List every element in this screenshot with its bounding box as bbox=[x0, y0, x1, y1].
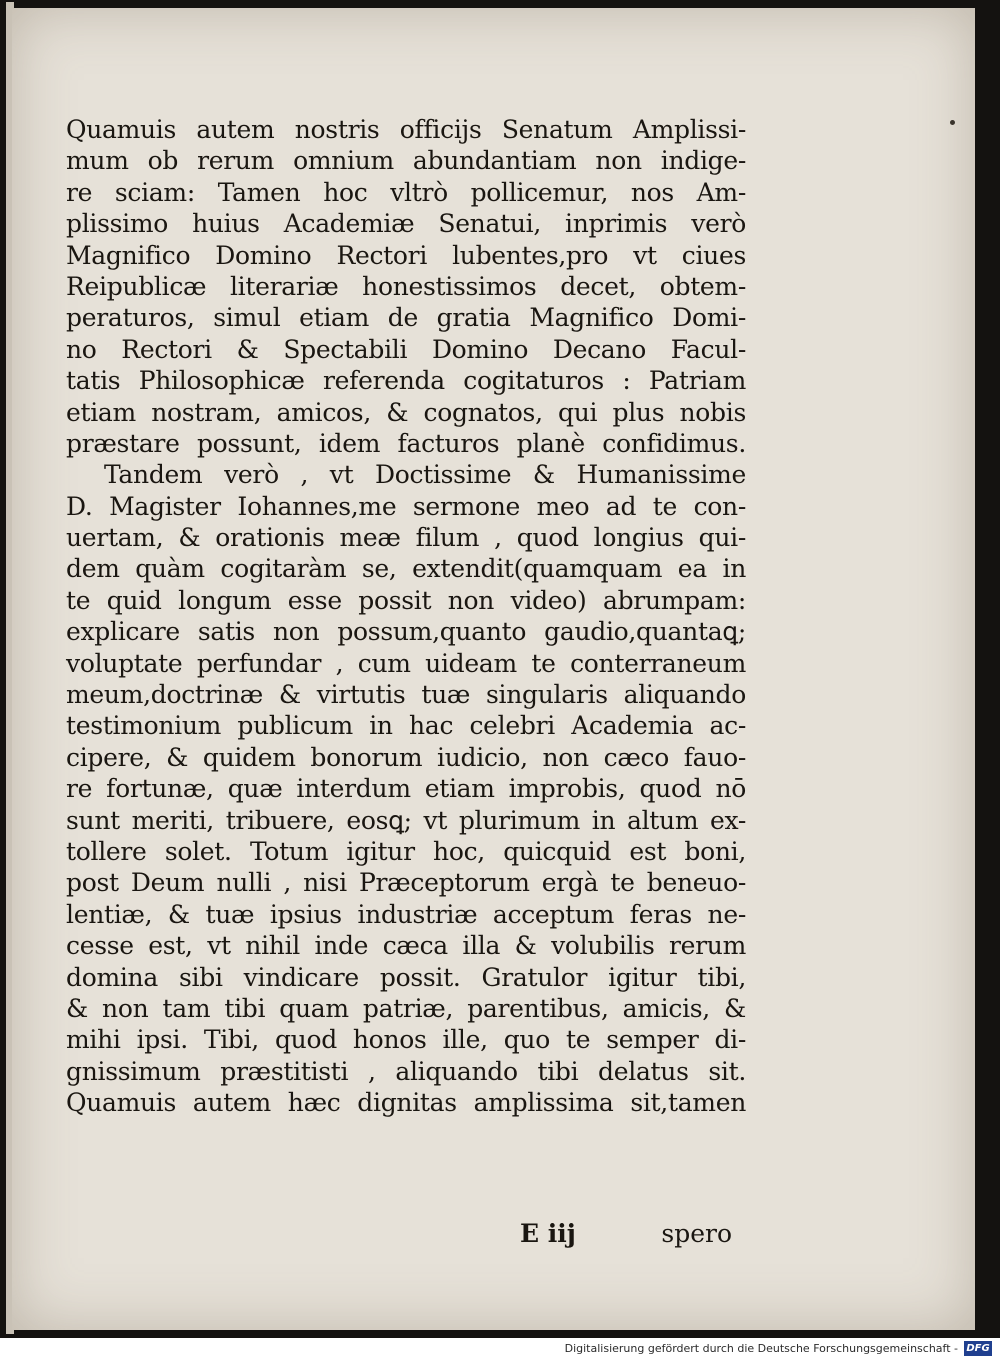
text-line: te quid longum esse possit non video) abrumpam: bbox=[66, 585, 746, 615]
text-line: meum,doctrinæ & virtutis tuæ singularis aliquando bbox=[66, 680, 746, 710]
text-line: Magnifico Domino Rectori lubentes,pro vt ciues bbox=[66, 240, 746, 270]
text-line: no Rectori & Spectabili Domino Decano Facul- bbox=[66, 334, 746, 364]
text-line: cesse est, vt nihil inde cæca illa & volubilis rerum bbox=[66, 931, 746, 961]
ink-speck bbox=[950, 120, 955, 125]
text-line: testimonium publicum in hac celebri Academia ac- bbox=[66, 711, 746, 741]
text-line: sunt meriti, tribuere, eosꝗ; vt plurimum in altum ex- bbox=[66, 805, 746, 835]
text-line: mihi ipsi. Tibi, quod honos ille, quo te semper di- bbox=[66, 1025, 746, 1055]
text-line: præstare possunt, idem facturos planè confidimus. bbox=[66, 428, 746, 458]
text-line: tollere solet. Totum igitur hoc, quicquid est boni, bbox=[66, 836, 746, 866]
text-line: Quamuis autem nostris officijs Senatum Amplissi- bbox=[66, 115, 746, 144]
text-line: re fortunæ, quæ interdum etiam improbis, quod nō bbox=[66, 774, 746, 804]
text-line: peraturos, simul etiam de gratia Magnifico Domi- bbox=[66, 303, 746, 333]
catchword: spero bbox=[661, 1219, 732, 1248]
text-line: tatis Philosophicæ referenda cogitaturos : Patriam bbox=[66, 366, 746, 396]
funding-credit: Digitalisierung gefördert durch die Deutsche Forschungsgemeinschaft - bbox=[564, 1342, 958, 1355]
text-line: uertam, & orationis meæ filum , quod longius qui- bbox=[66, 523, 746, 553]
text-line: cipere, & quidem bonorum iudicio, non cæco fauo- bbox=[66, 742, 746, 772]
text-line: dem quàm cogitaràm se, extendit(quamquam ea in bbox=[66, 554, 746, 584]
text-line: Quamuis autem hæc dignitas amplissima sit,tamen bbox=[66, 1088, 746, 1118]
text-line: plissimo huius Academiæ Senatui, inprimis verò bbox=[66, 209, 746, 239]
text-line: post Deum nulli , nisi Præceptorum ergà te beneuo- bbox=[66, 868, 746, 898]
text-line: D. Magister Iohannes,me sermone meo ad te con- bbox=[66, 491, 746, 521]
text-line: domina sibi vindicare possit. Gratulor igitur tibi, bbox=[66, 962, 746, 992]
text-line: gnissimum præstitisti , aliquando tibi delatus sit. bbox=[66, 1056, 746, 1086]
signature-mark: E iij bbox=[520, 1219, 576, 1248]
text-line: & non tam tibi quam patriæ, parentibus, amicis, & bbox=[66, 993, 746, 1023]
text-line: etiam nostram, amicos, & cognatos, qui plus nobis bbox=[66, 397, 746, 427]
text-line: Tandem verò , vt Doctissime & Humanissime bbox=[104, 460, 746, 490]
text-line: mum ob rerum omnium abundantiam non indige- bbox=[66, 146, 746, 176]
dfg-logo[interactable]: DFG bbox=[964, 1341, 992, 1356]
text-line: voluptate perfundar , cum uideam te conterraneum bbox=[66, 648, 746, 678]
page-footer bbox=[66, 1219, 746, 1251]
text-line: re sciam: Tamen hoc vltrò pollicemur, nos Am- bbox=[66, 177, 746, 207]
text-line: explicare satis non possum,quanto gaudio,quantaꝗ; bbox=[66, 617, 746, 647]
text-line: Reipublicæ literariæ honestissimos decet, obtem- bbox=[66, 271, 746, 301]
text-line: lentiæ, & tuæ ipsius industriæ acceptum feras ne- bbox=[66, 899, 746, 929]
credit-bar bbox=[0, 1338, 1000, 1360]
body-text bbox=[66, 114, 746, 1119]
